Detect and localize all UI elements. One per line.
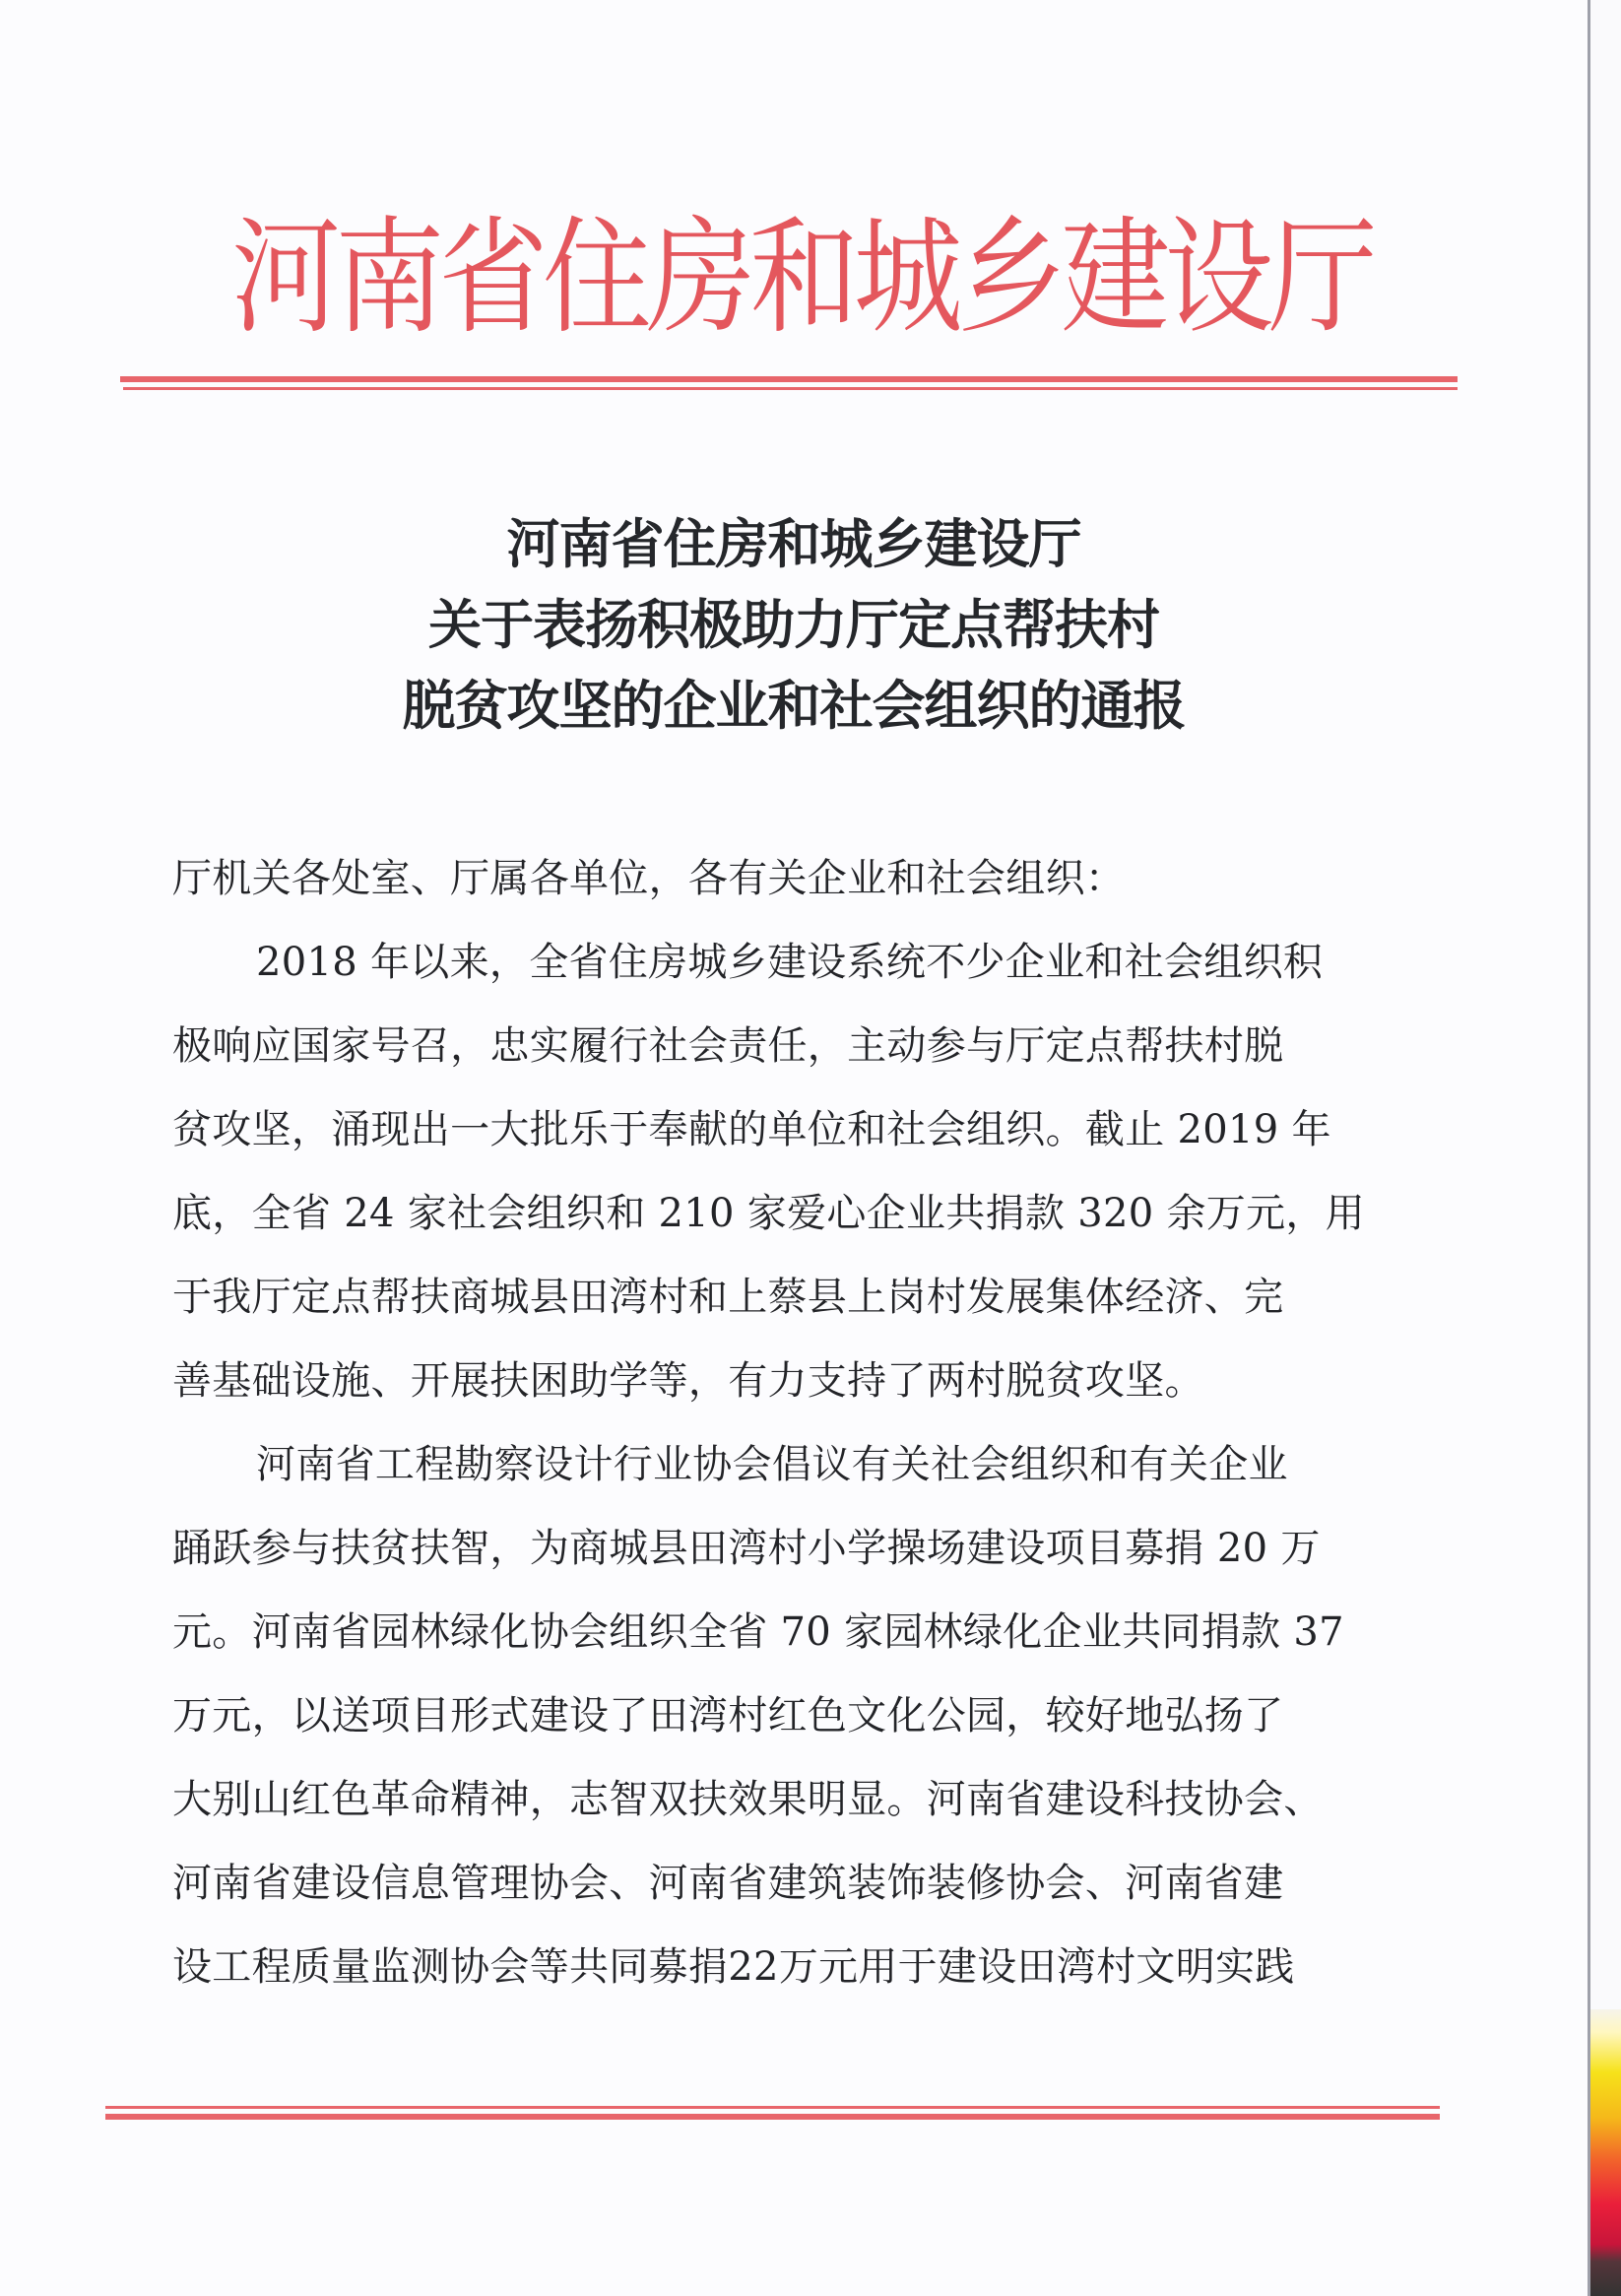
paragraph-1-line: 善基础设施、开展扶困助学等，有力支持了两村脱贫攻坚。	[172, 1358, 1204, 1404]
paragraph-1-line: 底，全省 24 家社会组织和 210 家爱心企业共捐款 320 余万元，用	[172, 1191, 1365, 1236]
document-title-line-1: 河南省住房和城乡建设厅	[506, 512, 1081, 575]
paragraph-1-line: 极响应国家号召，忠实履行社会责任，主动参与厅定点帮扶村脱	[172, 1023, 1284, 1069]
paragraph-2-line: 元。河南省园林绿化协会组织全省 70 家园林绿化企业共同捐款 37	[172, 1609, 1344, 1655]
salutation: 厅机关各处室、厅属各单位，各有关企业和社会组织：	[172, 856, 1126, 901]
paragraph-1-line: 2018 年以来，全省住房城乡建设系统不少企业和社会组织积	[256, 940, 1324, 985]
document-title-line-3: 脱贫攻坚的企业和社会组织的通报	[402, 674, 1186, 737]
paragraph-2-line: 踊跃参与扶贫扶智，为商城县田湾村小学操场建设项目募捐 20 万	[172, 1526, 1321, 1571]
paragraph-2-line: 设工程质量监测协会等共同募捐22万元用于建设田湾村文明实践	[172, 1944, 1295, 1990]
letterhead-rule-thick	[120, 376, 1458, 382]
paragraph-2-line: 河南省工程勘察设计行业协会倡议有关社会组织和有关企业	[256, 1442, 1288, 1487]
paragraph-2-line: 大别山红色革命精神，志智双扶效果明显。河南省建设科技协会、	[172, 1777, 1324, 1822]
scan-page-edge	[1588, 0, 1621, 2296]
letterhead-rule-thin	[123, 387, 1458, 390]
paragraph-1-line: 于我厅定点帮扶商城县田湾村和上蔡县上岗村发展集体经济、完	[172, 1275, 1284, 1320]
paragraph-2-line: 河南省建设信息管理协会、河南省建筑装饰装修协会、河南省建	[172, 1861, 1284, 1906]
paragraph-1-line: 贫攻坚，涌现出一大批乐于奉献的单位和社会组织。截止 2019 年	[172, 1107, 1331, 1152]
footer-rule-thick	[105, 2114, 1440, 2120]
document-title-line-2: 关于表扬积极助力厅定点帮扶村	[428, 593, 1159, 656]
scan-color-calibration-strip	[1590, 2009, 1621, 2296]
paragraph-2-line: 万元，以送项目形式建设了田湾村红色文化公园，较好地弘扬了	[172, 1693, 1284, 1738]
footer-rule-thin	[105, 2106, 1440, 2109]
letterhead-org-name: 河南省住房和城乡建设厅	[231, 203, 1373, 351]
